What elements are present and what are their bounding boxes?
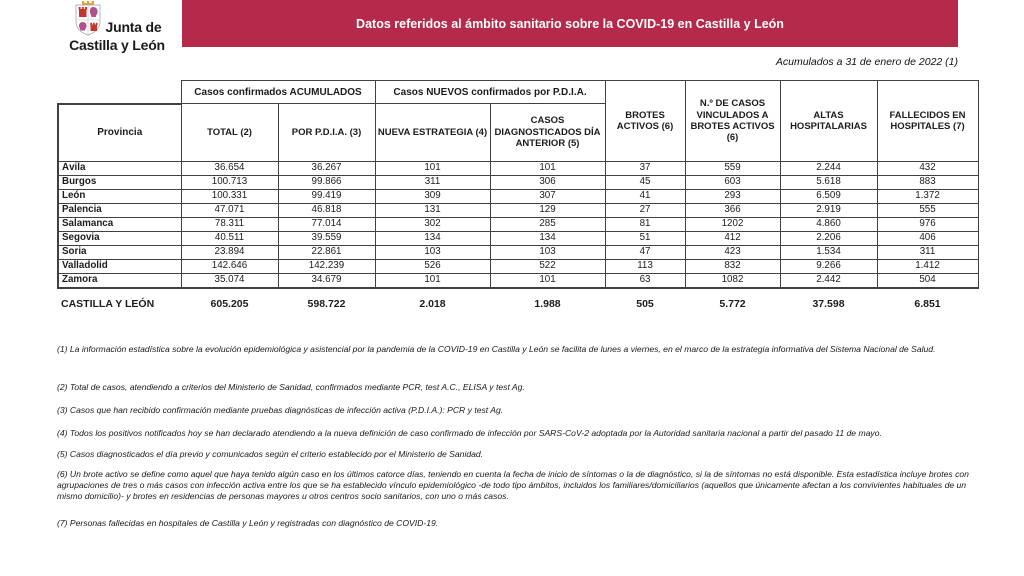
province-cell: Palencia bbox=[58, 203, 181, 217]
group-header-nuevos-pdia: Casos NUEVOS confirmados por P.D.I.A. bbox=[375, 81, 605, 104]
group-header-acumulados: Casos confirmados ACUMULADOS bbox=[181, 81, 375, 104]
value-cell: 2.018 bbox=[419, 298, 446, 310]
value-cell: 2.206 bbox=[780, 231, 877, 245]
value-cell: 883 bbox=[877, 175, 978, 189]
province-cell: León bbox=[58, 189, 181, 203]
logo-text-line1: Junta de bbox=[105, 19, 162, 35]
province-cell: Ávila bbox=[58, 161, 181, 175]
col-header-nueva-estrategia: NUEVA ESTRATEGIA (4) bbox=[375, 104, 490, 162]
table-row bbox=[58, 259, 978, 273]
value-cell: 309 bbox=[375, 189, 490, 203]
value-cell: 34.679 bbox=[278, 273, 375, 288]
value-cell: 412 bbox=[685, 231, 780, 245]
value-cell: 27 bbox=[605, 203, 685, 217]
footnote: (6) Un brote activo se define como aquel que haya tenido algún caso en los últimos catorce días, teniendo en cuenta la fecha de inicio de síntomas o la de diagnóstico, si la de síntomas no está disponible. Esta estadística incluye brotes con agrupaciones de tres o más casos con infección activa entre los que se ha establecido vínculo epidemiológico -de todo tipo ámbitos, incluidos los familiares/domiciliarios (aquellos que únicamente afectan a los convivientes habituales de un mismo domicilio)- y brotes en residencias de personas mayores u otros centros socio sanitarios, con uno o más casos. bbox=[57, 469, 969, 501]
value-cell: 306 bbox=[490, 175, 605, 189]
col-header-fallecidos-hospitales: FALLECIDOS EN HOSPITALES (7) bbox=[877, 81, 978, 162]
value-cell: 81 bbox=[605, 217, 685, 231]
value-cell: 522 bbox=[490, 259, 605, 273]
value-cell: 103 bbox=[375, 245, 490, 259]
value-cell: 134 bbox=[490, 231, 605, 245]
value-cell: 598.722 bbox=[307, 298, 346, 310]
value-cell: 293 bbox=[685, 189, 780, 203]
value-cell: 1202 bbox=[685, 217, 780, 231]
value-cell: 9.266 bbox=[780, 259, 877, 273]
value-cell: 559 bbox=[685, 161, 780, 175]
value-cell: 307 bbox=[490, 189, 605, 203]
value-cell: 5.772 bbox=[719, 298, 746, 310]
value-cell: 63 bbox=[605, 273, 685, 288]
coat-of-arms-icon bbox=[73, 0, 103, 37]
value-cell: 142.239 bbox=[278, 259, 375, 273]
table-row bbox=[58, 245, 978, 259]
value-cell: 101 bbox=[490, 161, 605, 175]
value-cell: 832 bbox=[685, 259, 780, 273]
value-cell: 101 bbox=[490, 273, 605, 288]
value-cell: 526 bbox=[375, 259, 490, 273]
value-cell: 113 bbox=[605, 259, 685, 273]
table-body bbox=[58, 161, 978, 313]
value-cell: 1.534 bbox=[780, 245, 877, 259]
value-cell: 78.311 bbox=[181, 217, 278, 231]
value-cell: 1.988 bbox=[534, 298, 561, 310]
value-cell: 1.412 bbox=[877, 259, 978, 273]
province-cell: Soria bbox=[58, 245, 181, 259]
value-cell: 131 bbox=[375, 203, 490, 217]
value-cell: 5.618 bbox=[780, 175, 877, 189]
value-cell: 6.851 bbox=[914, 298, 941, 310]
value-cell: 46.818 bbox=[278, 203, 375, 217]
col-header-casos-diagnosticados: CASOS DIAGNOSTICADOS DÍA ANTERIOR (5) bbox=[490, 104, 605, 162]
footnotes-section bbox=[57, 344, 975, 541]
table-row bbox=[58, 203, 978, 217]
value-cell: 1.372 bbox=[877, 189, 978, 203]
footnote: (7) Personas fallecidas en hospitales de Castilla y León y registradas con diagnóstico de COVID-19. bbox=[57, 518, 439, 528]
footnote: (4) Todos los positivos notificados hoy se han declarado atendiendo a la nueva definición de caso confirmado de infección por SARS-CoV-2 adoptada por la Autoridad sanitaria nacional a partir del pasado 11 de mayo. bbox=[57, 428, 882, 438]
footnote: (3) Casos que han recibido confirmación mediante pruebas diagnósticas de infección activa (P.D.I.A.): PCR y test Ag. bbox=[57, 405, 504, 415]
banner-title: Datos referidos al ámbito sanitario sobre la COVID-19 en Castilla y León bbox=[182, 0, 958, 47]
table-row bbox=[58, 273, 978, 288]
value-cell: 605.205 bbox=[210, 298, 249, 310]
value-cell: 6.509 bbox=[780, 189, 877, 203]
province-cell: Zamora bbox=[58, 273, 181, 288]
value-cell: 99.419 bbox=[278, 189, 375, 203]
value-cell: 51 bbox=[605, 231, 685, 245]
junta-castilla-leon-logo bbox=[58, 0, 176, 52]
value-cell: 366 bbox=[685, 203, 780, 217]
value-cell: 47.071 bbox=[181, 203, 278, 217]
col-header-provincia: Provincia bbox=[58, 104, 181, 162]
table-row bbox=[58, 189, 978, 203]
value-cell: 129 bbox=[490, 203, 605, 217]
covid-data-table bbox=[57, 80, 979, 313]
logo-text-line2: Castilla y León bbox=[69, 37, 165, 53]
totals-row bbox=[58, 288, 978, 313]
footnote: (5) Casos diagnosticados el día previo y comunicados según el criterio establecido por el Ministerio de Sanidad. bbox=[57, 449, 484, 459]
value-cell: 2.919 bbox=[780, 203, 877, 217]
table-row bbox=[58, 231, 978, 245]
col-header-altas-hospitalarias: ALTAS HOSPITALARIAS bbox=[780, 81, 877, 162]
value-cell: 311 bbox=[877, 245, 978, 259]
value-cell: 100.331 bbox=[181, 189, 278, 203]
value-cell: 100.713 bbox=[181, 175, 278, 189]
footnote: (1) La información estadística sobre la evolución epidemiológica y asistencial por la pandemia de la COVID-19 en Castilla y León se facilita de lunes a viernes, en el marco de la estrategia informativa del Sistema Nacional de Salud. bbox=[57, 344, 936, 354]
value-cell: 47 bbox=[605, 245, 685, 259]
value-cell: 39.559 bbox=[278, 231, 375, 245]
value-cell: 37.598 bbox=[812, 298, 845, 310]
value-cell: 504 bbox=[877, 273, 978, 288]
value-cell: 22.861 bbox=[278, 245, 375, 259]
value-cell: 23.894 bbox=[181, 245, 278, 259]
table-row bbox=[58, 161, 978, 175]
value-cell: 101 bbox=[375, 273, 490, 288]
value-cell: 406 bbox=[877, 231, 978, 245]
value-cell: 505 bbox=[636, 298, 654, 310]
col-header-por-pdia: POR P.D.I.A. (3) bbox=[278, 104, 375, 162]
value-cell: 603 bbox=[685, 175, 780, 189]
value-cell: 35.074 bbox=[181, 273, 278, 288]
value-cell: 423 bbox=[685, 245, 780, 259]
value-cell: 302 bbox=[375, 217, 490, 231]
value-cell: 77.014 bbox=[278, 217, 375, 231]
value-cell: 103 bbox=[490, 245, 605, 259]
empty-corner-cell bbox=[58, 81, 181, 104]
value-cell: 36.654 bbox=[181, 161, 278, 175]
value-cell: 45 bbox=[605, 175, 685, 189]
value-cell: 2.244 bbox=[780, 161, 877, 175]
table-row bbox=[58, 175, 978, 189]
province-cell: Burgos bbox=[58, 175, 181, 189]
value-cell: 2.442 bbox=[780, 273, 877, 288]
footnote: (2) Total de casos, atendiendo a criterios del Ministerio de Sanidad, confirmados mediante PCR, test A.C., ELISA y test Ag. bbox=[57, 382, 525, 392]
province-cell: Segovia bbox=[58, 231, 181, 245]
col-header-casos-vinculados: N.º DE CASOS VINCULADOS A BROTES ACTIVOS (6) bbox=[685, 81, 780, 162]
value-cell: 1082 bbox=[685, 273, 780, 288]
value-cell: 41 bbox=[605, 189, 685, 203]
value-cell: 142.646 bbox=[181, 259, 278, 273]
value-cell: 37 bbox=[605, 161, 685, 175]
group-header-row bbox=[58, 81, 978, 104]
value-cell: 555 bbox=[877, 203, 978, 217]
value-cell: 432 bbox=[877, 161, 978, 175]
value-cell: 285 bbox=[490, 217, 605, 231]
value-cell: 311 bbox=[375, 175, 490, 189]
accumulated-date-subtitle: Acumulados a 31 de enero de 2022 (1) bbox=[775, 56, 958, 68]
value-cell: 36.267 bbox=[278, 161, 375, 175]
col-header-brotes-activos: BROTES ACTIVOS (6) bbox=[605, 81, 685, 162]
value-cell: 976 bbox=[877, 217, 978, 231]
province-cell: CASTILLA Y LEÓN bbox=[61, 298, 155, 310]
value-cell: 101 bbox=[375, 161, 490, 175]
value-cell: 134 bbox=[375, 231, 490, 245]
province-cell: Valladolid bbox=[58, 259, 181, 273]
col-header-total: TOTAL (2) bbox=[181, 104, 278, 162]
province-cell: Salamanca bbox=[58, 217, 181, 231]
value-cell: 40.511 bbox=[181, 231, 278, 245]
table-row bbox=[58, 217, 978, 231]
value-cell: 99.866 bbox=[278, 175, 375, 189]
value-cell: 4.860 bbox=[780, 217, 877, 231]
